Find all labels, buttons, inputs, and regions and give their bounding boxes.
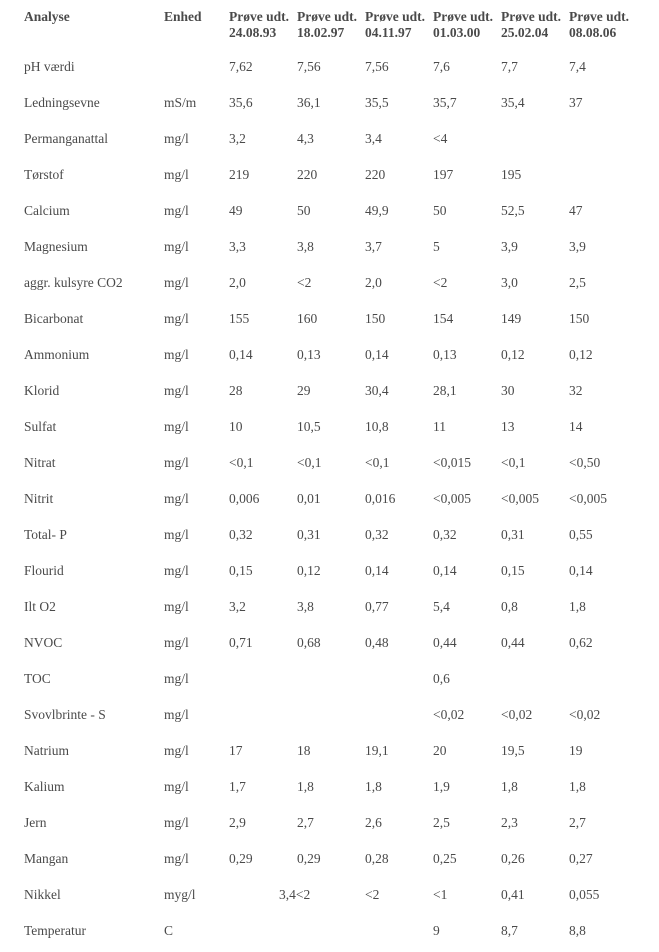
header-sample-1: Prøve udt. 24.08.93 — [229, 9, 289, 40]
table-row — [0, 52, 659, 88]
value-cell: 0,15 — [501, 563, 525, 578]
table-row — [0, 124, 659, 160]
table-row — [0, 700, 659, 736]
value-cell: <0,02 — [433, 707, 465, 722]
header-sample-5: Prøve udt. 25.02.04 — [501, 9, 561, 40]
value-cell: 2,7 — [569, 815, 586, 830]
unit-cell: mg/l — [164, 599, 189, 614]
value-cell: 195 — [501, 167, 522, 182]
unit-cell: mg/l — [164, 131, 189, 146]
value-cell: 7,56 — [297, 59, 321, 74]
value-cell: 49,9 — [365, 203, 389, 218]
value-cell: 28 — [229, 383, 243, 398]
value-cell: 11 — [433, 419, 446, 434]
value-cell: 5 — [433, 239, 440, 254]
analyse-name: Bicarbonat — [24, 311, 84, 326]
header-analyse: Analyse — [24, 9, 70, 24]
value-cell: 17 — [229, 743, 243, 758]
unit-cell: mg/l — [164, 635, 189, 650]
analyse-name: Jern — [24, 815, 47, 830]
analyse-name: NVOC — [24, 635, 63, 650]
analyse-name: Nikkel — [24, 887, 61, 902]
value-cell: <0,015 — [433, 455, 471, 470]
unit-cell: mg/l — [164, 275, 189, 290]
analyse-name: Ilt O2 — [24, 599, 56, 614]
table-row — [0, 844, 659, 880]
table-row — [0, 808, 659, 844]
analyse-name: Magnesium — [24, 239, 88, 254]
value-cell: 49 — [229, 203, 243, 218]
value-cell: 19 — [569, 743, 583, 758]
value-cell: 0,26 — [501, 851, 525, 866]
table-row — [0, 772, 659, 808]
analyse-name: Permanganattal — [24, 131, 108, 146]
table-row — [0, 628, 659, 664]
analyse-name: Nitrit — [24, 491, 54, 506]
table-row — [0, 664, 659, 700]
value-cell: 1,8 — [297, 779, 314, 794]
value-cell: 3,9 — [569, 239, 586, 254]
value-cell: 5,4 — [433, 599, 450, 614]
header-sample-2: Prøve udt. 18.02.97 — [297, 9, 357, 40]
value-cell: 0,77 — [365, 599, 389, 614]
unit-cell: mg/l — [164, 347, 189, 362]
unit-cell: mg/l — [164, 707, 189, 722]
unit-cell: mg/l — [164, 815, 189, 830]
value-cell: 150 — [365, 311, 386, 326]
analyse-name: Temperatur — [24, 923, 87, 938]
value-cell: 32 — [569, 383, 583, 398]
table-row — [0, 376, 659, 412]
unit-cell: mg/l — [164, 527, 189, 542]
analyse-name: Ammonium — [24, 347, 90, 362]
value-cell: 0,48 — [365, 635, 389, 650]
value-cell: 2,0 — [365, 275, 382, 290]
value-cell: 10,8 — [365, 419, 389, 434]
unit-cell: mg/l — [164, 203, 189, 218]
table-row — [0, 88, 659, 124]
value-cell: 35,7 — [433, 95, 457, 110]
unit-cell: mg/l — [164, 779, 189, 794]
value-cell: <0,005 — [501, 491, 539, 506]
value-cell: 0,12 — [501, 347, 525, 362]
value-cell: 4,3 — [297, 131, 314, 146]
unit-cell: mg/l — [164, 239, 189, 254]
value-cell: 50 — [297, 203, 311, 218]
value-cell: 2,9 — [229, 815, 246, 830]
value-cell: 0,01 — [297, 491, 321, 506]
value-cell: 0,15 — [229, 563, 253, 578]
value-cell: 3,2 — [229, 131, 246, 146]
value-cell: 30 — [501, 383, 515, 398]
value-cell: 220 — [365, 167, 386, 182]
value-cell: 7,6 — [433, 59, 450, 74]
analyse-name: Sulfat — [24, 419, 57, 434]
value-cell: 0,14 — [433, 563, 457, 578]
unit-cell: mg/l — [164, 563, 189, 578]
value-cell: 0,41 — [501, 887, 525, 902]
table-row — [0, 304, 659, 340]
table-row — [0, 916, 659, 952]
unit-cell: mg/l — [164, 455, 189, 470]
value-cell: 0,27 — [569, 851, 593, 866]
analyse-name: TOC — [24, 671, 51, 686]
header-sample-3: Prøve udt. 04.11.97 — [365, 9, 425, 40]
value-cell: 28,1 — [433, 383, 457, 398]
unit-cell: C — [164, 923, 174, 938]
value-cell: 20 — [433, 743, 447, 758]
value-cell: 19,5 — [501, 743, 525, 758]
value-cell: 35,4 — [501, 95, 525, 110]
value-cell: 0,6 — [433, 671, 450, 686]
value-cell: 0,32 — [365, 527, 389, 542]
unit-cell: mS/m — [164, 95, 197, 110]
table-row — [0, 412, 659, 448]
analyse-name: Mangan — [24, 851, 69, 866]
unit-cell: mg/l — [164, 311, 189, 326]
value-cell: 1,9 — [433, 779, 450, 794]
value-cell: 0,31 — [297, 527, 321, 542]
value-cell: 7,4 — [569, 59, 586, 74]
value-cell: <0,1 — [297, 455, 322, 470]
value-cell: 8,7 — [501, 923, 518, 938]
value-cell: 220 — [297, 167, 318, 182]
value-cell: <1 — [433, 887, 448, 902]
table-row — [0, 556, 659, 592]
value-cell: 3,2 — [229, 599, 246, 614]
value-cell: 2,7 — [297, 815, 314, 830]
value-cell: 0,006 — [229, 491, 260, 506]
value-cell: <2 — [365, 887, 380, 902]
value-cell: <0,02 — [501, 707, 533, 722]
value-cell: 150 — [569, 311, 590, 326]
value-cell: 14 — [569, 419, 583, 434]
table-body — [0, 52, 659, 952]
value-cell: 2,3 — [501, 815, 518, 830]
value-cell: 0,12 — [297, 563, 321, 578]
value-cell: 3,4 — [365, 131, 382, 146]
value-cell: 0,44 — [501, 635, 525, 650]
value-cell: 3,4<2 — [279, 887, 311, 902]
unit-cell: myg/l — [164, 887, 196, 902]
value-cell: 0,14 — [365, 347, 389, 362]
value-cell: 0,55 — [569, 527, 593, 542]
header-enhed: Enhed — [164, 9, 202, 24]
analyse-name: Ledningsevne — [24, 95, 100, 110]
value-cell: 0,28 — [365, 851, 389, 866]
table-row — [0, 736, 659, 772]
value-cell: <0,005 — [433, 491, 471, 506]
value-cell: 0,13 — [297, 347, 321, 362]
value-cell: 0,8 — [501, 599, 518, 614]
value-cell: 0,14 — [569, 563, 593, 578]
analyse-name: Svovlbrinte - S — [24, 707, 106, 722]
value-cell: <2 — [297, 275, 312, 290]
analyse-name: pH værdi — [24, 59, 75, 74]
value-cell: 10,5 — [297, 419, 321, 434]
unit-cell: mg/l — [164, 383, 189, 398]
value-cell: 0,13 — [433, 347, 457, 362]
analyse-name: aggr. kulsyre CO2 — [24, 275, 123, 290]
value-cell: <0,1 — [501, 455, 526, 470]
unit-cell: mg/l — [164, 491, 189, 506]
value-cell: 0,14 — [229, 347, 253, 362]
value-cell: 7,56 — [365, 59, 389, 74]
value-cell: 1,7 — [229, 779, 246, 794]
value-cell: 155 — [229, 311, 250, 326]
value-cell: 47 — [569, 203, 583, 218]
value-cell: 13 — [501, 419, 515, 434]
value-cell: 18 — [297, 743, 311, 758]
value-cell: 7,62 — [229, 59, 253, 74]
value-cell: 0,68 — [297, 635, 321, 650]
value-cell: 1,8 — [569, 779, 586, 794]
value-cell: 149 — [501, 311, 522, 326]
unit-cell: mg/l — [164, 851, 189, 866]
value-cell: <0,1 — [229, 455, 254, 470]
value-cell: 7,7 — [501, 59, 518, 74]
value-cell: 3,9 — [501, 239, 518, 254]
value-cell: <0,005 — [569, 491, 607, 506]
value-cell: 0,25 — [433, 851, 457, 866]
value-cell: 3,8 — [297, 239, 314, 254]
value-cell: 0,44 — [433, 635, 457, 650]
analyse-name: Natrium — [24, 743, 69, 758]
value-cell: 1,8 — [569, 599, 586, 614]
value-cell: 29 — [297, 383, 311, 398]
value-cell: 3,3 — [229, 239, 246, 254]
value-cell: 37 — [569, 95, 583, 110]
value-cell: 3,8 — [297, 599, 314, 614]
value-cell: 0,055 — [569, 887, 600, 902]
value-cell: 30,4 — [365, 383, 389, 398]
value-cell: 0,71 — [229, 635, 253, 650]
analyse-name: Total- P — [24, 527, 67, 542]
value-cell: 154 — [433, 311, 454, 326]
value-cell: 36,1 — [297, 95, 321, 110]
value-cell: 8,8 — [569, 923, 586, 938]
value-cell: 197 — [433, 167, 454, 182]
table-row — [0, 448, 659, 484]
table-row — [0, 232, 659, 268]
value-cell: 19,1 — [365, 743, 389, 758]
unit-cell: mg/l — [164, 743, 189, 758]
table-row — [0, 520, 659, 556]
analyse-name: Tørstof — [24, 167, 64, 182]
header-sample-6: Prøve udt. 08.08.06 — [569, 9, 629, 40]
value-cell: 0,14 — [365, 563, 389, 578]
value-cell: 0,016 — [365, 491, 396, 506]
value-cell: 2,5 — [569, 275, 586, 290]
analyse-name: Calcium — [24, 203, 70, 218]
value-cell: 9 — [433, 923, 440, 938]
table-row — [0, 196, 659, 232]
value-cell: 35,6 — [229, 95, 253, 110]
value-cell: <0,02 — [569, 707, 601, 722]
analyse-name: Flourid — [24, 563, 64, 578]
table-row — [0, 340, 659, 376]
table-row — [0, 592, 659, 628]
value-cell: <4 — [433, 131, 448, 146]
value-cell: 160 — [297, 311, 318, 326]
value-cell: 2,0 — [229, 275, 246, 290]
table-row — [0, 484, 659, 520]
value-cell: 0,29 — [229, 851, 253, 866]
value-cell: <2 — [433, 275, 448, 290]
value-cell: <0,1 — [365, 455, 390, 470]
unit-cell: mg/l — [164, 167, 189, 182]
value-cell: 0,32 — [229, 527, 253, 542]
value-cell: 3,0 — [501, 275, 518, 290]
unit-cell: mg/l — [164, 419, 189, 434]
value-cell: <0,50 — [569, 455, 601, 470]
analyse-name: Kalium — [24, 779, 65, 794]
value-cell: 3,7 — [365, 239, 382, 254]
analyse-name: Nitrat — [24, 455, 56, 470]
value-cell: 35,5 — [365, 95, 389, 110]
value-cell: 10 — [229, 419, 243, 434]
value-cell: 0,62 — [569, 635, 593, 650]
value-cell: 0,31 — [501, 527, 525, 542]
header-sample-4: Prøve udt. 01.03.00 — [433, 9, 493, 40]
table-row — [0, 268, 659, 304]
table-row — [0, 880, 659, 916]
value-cell: 2,5 — [433, 815, 450, 830]
table-row — [0, 160, 659, 196]
value-cell: 0,29 — [297, 851, 321, 866]
analyse-name: Klorid — [24, 383, 60, 398]
value-cell: 219 — [229, 167, 250, 182]
value-cell: 1,8 — [501, 779, 518, 794]
value-cell: 50 — [433, 203, 447, 218]
value-cell: 0,32 — [433, 527, 457, 542]
value-cell: 1,8 — [365, 779, 382, 794]
value-cell: 52,5 — [501, 203, 525, 218]
value-cell: 0,12 — [569, 347, 593, 362]
unit-cell: mg/l — [164, 671, 189, 686]
table-header — [0, 0, 659, 52]
value-cell: 2,6 — [365, 815, 382, 830]
